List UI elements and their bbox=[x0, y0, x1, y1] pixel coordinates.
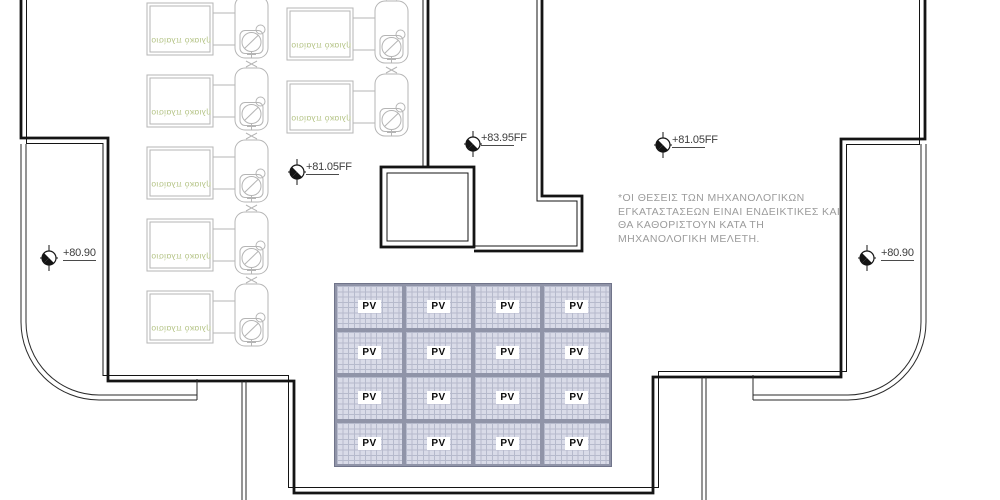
pv-panel bbox=[542, 330, 611, 376]
pv-label: PV bbox=[427, 346, 449, 359]
solar-unit bbox=[287, 67, 408, 136]
inner-wall-center-right bbox=[474, 0, 582, 251]
benchmark-icon bbox=[40, 245, 58, 271]
pv-panel bbox=[542, 284, 611, 330]
pv-label: PV bbox=[565, 391, 587, 404]
pv-panel bbox=[404, 421, 473, 467]
pv-label: PV bbox=[496, 391, 518, 404]
benchmark-icon bbox=[288, 159, 306, 185]
mechanical-note bbox=[618, 192, 841, 246]
benchmark-icon bbox=[464, 131, 482, 157]
elevation-label bbox=[672, 134, 718, 147]
solar-unit-label: ηλιακό πλαίσιο bbox=[151, 36, 211, 46]
terrace-parapet-right bbox=[753, 144, 926, 400]
solar-unit bbox=[147, 61, 268, 130]
elevation-label bbox=[481, 132, 527, 145]
pv-label: PV bbox=[427, 437, 449, 450]
note-line: ΘΑ ΚΑΘΟΡΙΣΤΟΥΝ ΚΑΤΑ ΤΗ bbox=[618, 219, 765, 231]
note-line: ΕΓΚΑΤΑΣΤΑΣΕΩΝ ΕΙΝΑΙ ΕΝΔΕΙΚΤΙΚΕΣ ΚΑΙ bbox=[618, 205, 841, 218]
pv-panel bbox=[404, 284, 473, 330]
elevation-value: +81.05 bbox=[672, 134, 705, 146]
pv-label: PV bbox=[565, 300, 587, 313]
pv-panel bbox=[542, 375, 611, 421]
pv-label: PV bbox=[358, 391, 380, 404]
benchmark-icon bbox=[654, 132, 672, 158]
pv-panel bbox=[542, 421, 611, 467]
pv-label: PV bbox=[427, 391, 449, 404]
pv-label: PV bbox=[496, 300, 518, 313]
elevation-suffix: FF bbox=[704, 134, 718, 146]
solar-unit-label: ηλιακό πλαίσιο bbox=[151, 108, 211, 118]
solar-unit-label: ηλιακό πλαίσιο bbox=[291, 114, 351, 124]
solar-unit bbox=[147, 277, 268, 346]
solar-unit bbox=[147, 0, 268, 58]
elevation-suffix: FF bbox=[513, 132, 527, 144]
elevation-value: +80.90 bbox=[881, 247, 914, 259]
elevation-value: +81.05 bbox=[306, 161, 339, 173]
pv-label: PV bbox=[358, 346, 380, 359]
pv-panel bbox=[335, 375, 404, 421]
pv-label: PV bbox=[496, 346, 518, 359]
pv-label: PV bbox=[565, 437, 587, 450]
solar-unit-label: ηλιακό πλαίσιο bbox=[151, 324, 211, 334]
benchmark-icon bbox=[858, 245, 876, 271]
solar-unit bbox=[147, 205, 268, 274]
pv-array bbox=[334, 283, 612, 467]
pv-label: PV bbox=[496, 437, 518, 450]
pv-panel bbox=[335, 330, 404, 376]
pv-panel bbox=[473, 330, 542, 376]
pv-panel bbox=[335, 421, 404, 467]
elevation-suffix: FF bbox=[338, 161, 352, 173]
solar-unit-label: ηλιακό πλαίσιο bbox=[151, 180, 211, 190]
elevation-label bbox=[306, 161, 352, 174]
pv-panel bbox=[473, 421, 542, 467]
elevation-label bbox=[63, 247, 96, 260]
note-line: *ΟΙ ΘΕΣΕΙΣ ΤΩΝ ΜΗΧΑΝΟΛΟΓΙΚΩΝ bbox=[618, 192, 805, 204]
pv-panel bbox=[473, 375, 542, 421]
solar-unit-label: ηλιακό πλαίσιο bbox=[151, 252, 211, 262]
pv-label: PV bbox=[358, 300, 380, 313]
pv-label: PV bbox=[427, 300, 449, 313]
solar-unit bbox=[147, 133, 268, 202]
pv-panel bbox=[404, 375, 473, 421]
pv-label: PV bbox=[358, 437, 380, 450]
pv-panel bbox=[335, 284, 404, 330]
elevation-value: +83.95 bbox=[481, 132, 514, 144]
stair-bulkhead bbox=[381, 167, 474, 247]
elevation-value: +80.90 bbox=[63, 247, 96, 259]
pv-label: PV bbox=[565, 346, 587, 359]
solar-unit-label: ηλιακό πλαίσιο bbox=[291, 41, 351, 51]
pv-panel bbox=[473, 284, 542, 330]
note-line: ΜΗΧΑΝΟΛΟΓΙΚΗ ΜΕΛΕΤΗ. bbox=[618, 232, 760, 245]
elevation-label bbox=[881, 247, 914, 260]
pv-panel bbox=[404, 330, 473, 376]
solar-unit bbox=[287, 0, 408, 63]
inner-wall-center-left bbox=[423, 0, 428, 167]
